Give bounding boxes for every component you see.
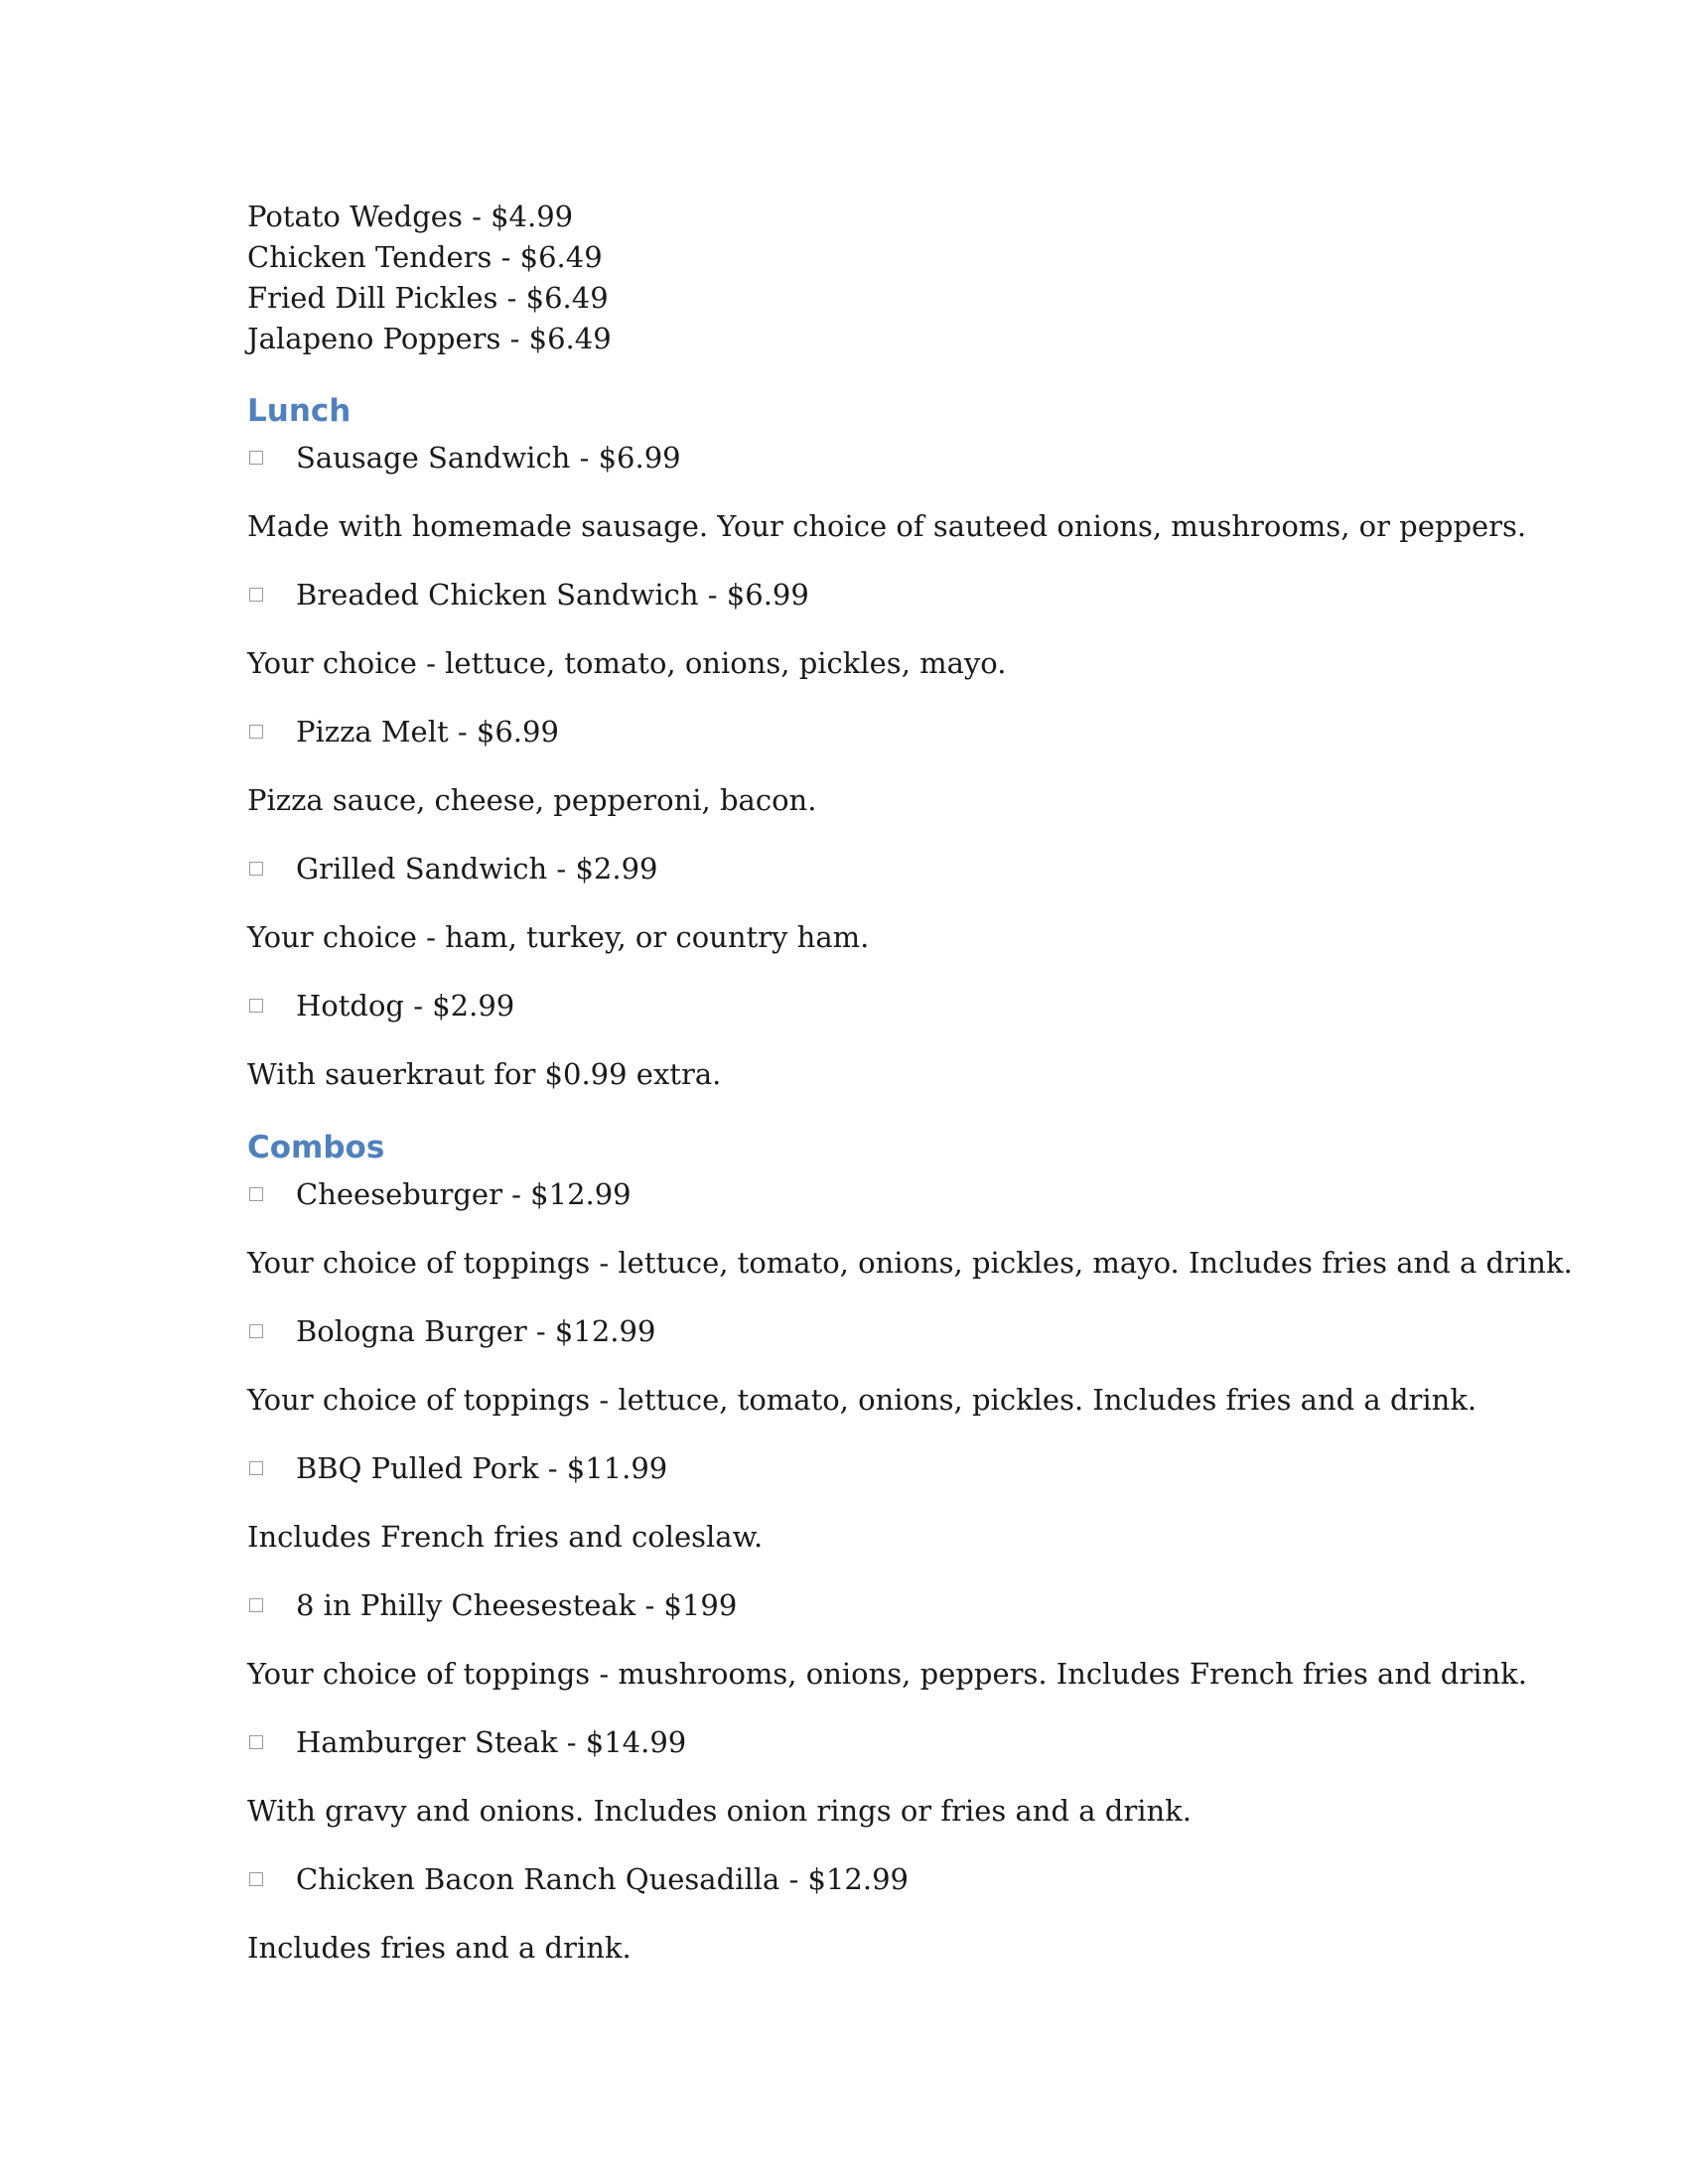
appetizer-item: Jalapeno Poppers - $6.49 bbox=[247, 322, 612, 355]
menu-item-label: Breaded Chicken Sandwich - $6.99 bbox=[296, 578, 809, 612]
menu-item-label: Grilled Sandwich - $2.99 bbox=[296, 852, 658, 886]
menu-item bbox=[247, 1858, 1459, 1900]
checkbox[interactable] bbox=[249, 1735, 263, 1749]
menu-item bbox=[247, 1173, 1459, 1215]
checkbox[interactable] bbox=[249, 862, 263, 876]
checkbox[interactable] bbox=[249, 1461, 263, 1475]
lunch-section bbox=[247, 437, 1527, 1095]
combos-heading: Combos bbox=[247, 1130, 385, 1165]
menu-item bbox=[247, 985, 1459, 1026]
menu-item bbox=[247, 437, 1459, 478]
menu-item-label: Cheeseburger - $12.99 bbox=[296, 1177, 632, 1211]
menu-item bbox=[247, 711, 1459, 752]
appetizer-item: Potato Wedges - $4.99 bbox=[247, 200, 574, 233]
checkbox[interactable] bbox=[249, 451, 263, 465]
menu-item-description: Your choice of toppings - mushrooms, onions, peppers. Includes French fries and drink. bbox=[247, 1657, 1527, 1691]
checkbox[interactable] bbox=[249, 1187, 263, 1201]
menu-item bbox=[247, 1310, 1459, 1352]
menu-item bbox=[247, 848, 1459, 889]
appetizer-item: Fried Dill Pickles - $6.49 bbox=[247, 281, 609, 315]
menu-item-description: Made with homemade sausage. Your choice of sauteed onions, mushrooms, or peppers. bbox=[247, 509, 1527, 543]
menu-item-description: Your choice - lettuce, tomato, onions, pickles, mayo. bbox=[247, 646, 1007, 680]
menu-item-description: Your choice - ham, turkey, or country ham. bbox=[247, 920, 870, 954]
menu-item-label: BBQ Pulled Pork - $11.99 bbox=[296, 1451, 668, 1485]
menu-item-label: 8 in Philly Cheesesteak - $199 bbox=[296, 1588, 738, 1622]
menu-item-label: Chicken Bacon Ranch Quesadilla - $12.99 bbox=[296, 1862, 909, 1896]
combos-section bbox=[247, 1173, 1573, 1969]
lunch-heading: Lunch bbox=[247, 393, 352, 429]
menu-item-label: Bologna Burger - $12.99 bbox=[296, 1314, 656, 1348]
menu-item-description: Includes French fries and coleslaw. bbox=[247, 1520, 764, 1554]
menu-item-label: Sausage Sandwich - $6.99 bbox=[296, 441, 681, 475]
appetizer-list bbox=[247, 197, 1459, 359]
checkbox[interactable] bbox=[249, 1598, 263, 1612]
menu-item-label: Hamburger Steak - $14.99 bbox=[296, 1725, 687, 1759]
menu-item-description: Your choice of toppings - lettuce, tomato, onions, pickles, mayo. Includes fries and a drink. bbox=[247, 1246, 1573, 1280]
menu-item-description: Includes fries and a drink. bbox=[247, 1931, 632, 1965]
appetizer-item: Chicken Tenders - $6.49 bbox=[247, 240, 603, 274]
checkbox[interactable] bbox=[249, 588, 263, 602]
menu-item bbox=[247, 1447, 1459, 1489]
checkbox[interactable] bbox=[249, 999, 263, 1013]
checkbox[interactable] bbox=[249, 725, 263, 739]
checkbox[interactable] bbox=[249, 1872, 263, 1886]
menu-item bbox=[247, 1721, 1459, 1763]
menu-item bbox=[247, 574, 1459, 615]
menu-item-description: Your choice of toppings - lettuce, tomato, onions, pickles. Includes fries and a drink. bbox=[247, 1383, 1477, 1417]
checkbox[interactable] bbox=[249, 1324, 263, 1338]
menu-item-description: Pizza sauce, cheese, pepperoni, bacon. bbox=[247, 783, 817, 817]
menu-item-label: Pizza Melt - $6.99 bbox=[296, 715, 559, 749]
menu-item bbox=[247, 1584, 1459, 1626]
menu-item-description: With sauerkraut for $0.99 extra. bbox=[247, 1057, 722, 1091]
menu-page bbox=[247, 197, 1573, 1969]
menu-item-description: With gravy and onions. Includes onion rings or fries and a drink. bbox=[247, 1794, 1192, 1828]
menu-item-label: Hotdog - $2.99 bbox=[296, 989, 515, 1023]
